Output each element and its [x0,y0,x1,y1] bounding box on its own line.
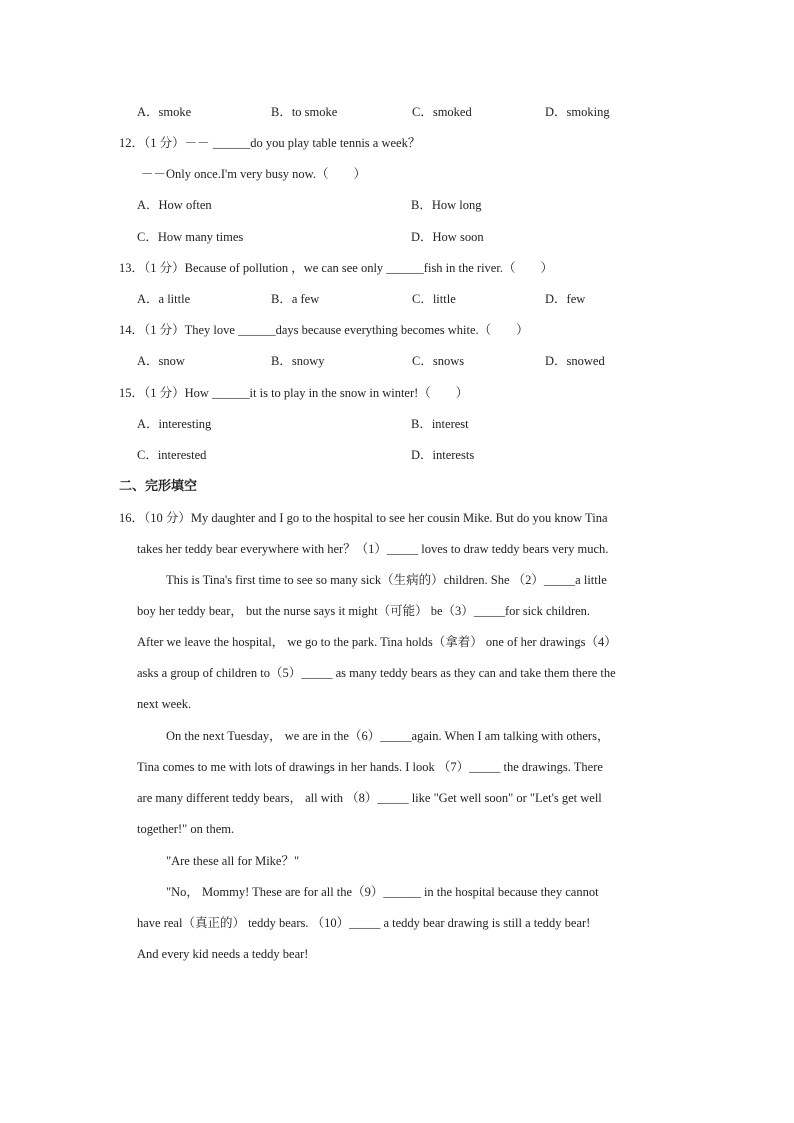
q14-option-a: A．snow [137,354,185,368]
q14-option-c: C．snows [412,354,465,368]
q12-option-b: B．How long [411,198,482,212]
q13-stem: 13．（1 分）Because of pollution ，we can see only ______fish in the river.（ ） [119,261,553,275]
q12-stem-reply: －－Only once.I'm very busy now.（ ） [141,167,367,181]
q16-p2-line-2: boy her teddy bear， but the nurse says it might（可能） be（3）_____for sick children. [137,604,591,618]
q11-option-b: B．to smoke [271,105,338,119]
q16-p3-line-2: Tina comes to me with lots of drawings in her hands. I look （7）_____ the drawings. There [137,760,603,774]
q16-p5-line-3: And every kid needs a teddy bear! [137,947,309,961]
q16-p2-line-3: After we leave the hospital， we go to the park. Tina holds（拿着） one of her drawings（4） [137,635,617,649]
q13-option-c: C．little [412,292,456,306]
section-heading-cloze: 二、完形填空 [119,479,198,494]
q12-option-c: C．How many times [137,230,244,244]
q16-p5-line-1: "No， Mommy! These are for all the（9）______ in the hospital because they cannot [166,885,599,899]
q16-p2-line-5: next week. [137,697,192,711]
q16-p3-line-3: are many different teddy bears， all with （8）_____ like "Get well soon" or "Let's get well [137,791,602,805]
q15-option-c: C．interested [137,448,207,462]
q16-p2-line-4: asks a group of children to（5）_____ as many teddy bears as they can and take them there the [137,666,616,680]
q16-p4: "Are these all for Mike？" [166,854,300,868]
q14-stem: 14．（1 分）They love ______days because everything becomes white.（ ） [119,323,529,337]
q11-option-c: C．smoked [412,105,472,119]
q12-option-a: A．How often [137,198,212,212]
q16-p5-line-2: have real（真正的） teddy bears. （10）_____ a teddy bear drawing is still a teddy bear! [137,916,591,930]
q15-option-d: D．interests [411,448,475,462]
q16-p3-line-1: On the next Tuesday， we are in the（6）_____again. When I am talking with others， [166,729,610,743]
q16-line-2: takes her teddy bear everywhere with her？（1）_____ loves to draw teddy bears very much. [137,542,609,556]
q15-option-a: A．interesting [137,417,212,431]
q12-option-d: D．How soon [411,230,484,244]
q15-stem: 15．（1 分）How ______it is to play in the snow in winter!（ ） [119,386,469,400]
q14-option-b: B．snowy [271,354,325,368]
q16-p2-line-1: This is Tina's first time to see so many sick（生病的）children. She （2）_____a little [166,573,607,587]
q11-option-d: D．smoking [545,105,610,119]
q13-option-d: D．few [545,292,586,306]
q12-stem: 12．（1 分）－－ ______do you play table tennis a week？ [119,136,421,150]
q13-option-a: A．a little [137,292,191,306]
q16-line-1: 16．（10 分）My daughter and I go to the hospital to see her cousin Mike. But do you know Tina [119,511,608,525]
q15-option-b: B．interest [411,417,469,431]
q11-option-a: A．smoke [137,105,192,119]
q14-option-d: D．snowed [545,354,605,368]
q13-option-b: B．a few [271,292,320,306]
q16-p3-line-4: together!" on them. [137,822,235,836]
